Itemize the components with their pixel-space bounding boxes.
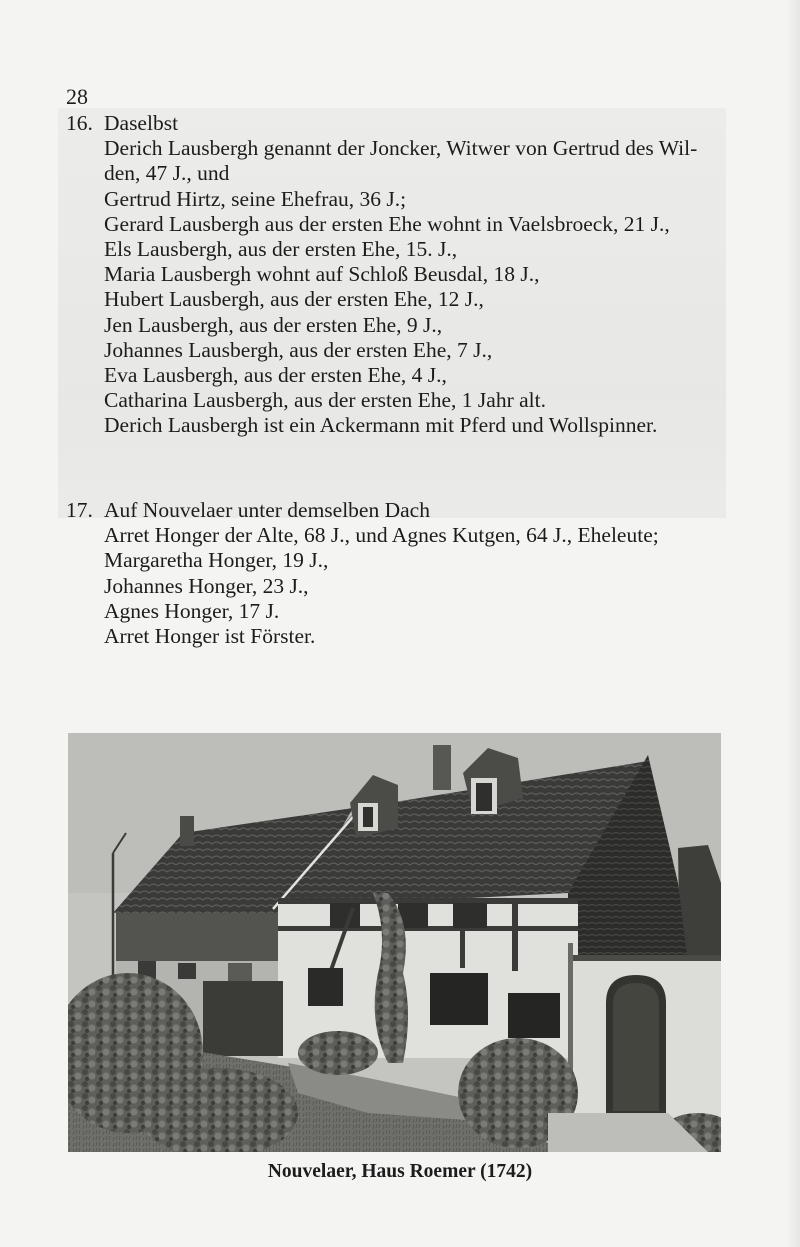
- house-photograph: [68, 733, 721, 1152]
- entry-number: 17.: [66, 498, 93, 522]
- entry-heading: [66, 111, 697, 136]
- entry-line: Arret Honger der Alte, 68 J., und Agnes Kutgen, 64 J., Eheleute;: [104, 523, 659, 548]
- entry-line: Maria Lausbergh wohnt auf Schloß Beusdal, 18 J.,: [104, 262, 540, 287]
- entry-line: Gerard Lausbergh aus der ersten Ehe wohnt in Vaelsbroeck, 21 J.,: [104, 211, 670, 236]
- entry-line: Gertrud Hirtz, seine Ehefrau, 36 J.;: [104, 186, 407, 211]
- entry-16: [66, 111, 697, 439]
- entry-line: Agnes Honger, 17 J.: [104, 598, 280, 623]
- entry-line: Johannes Lausbergh, aus der ersten Ehe, 7 J.,: [104, 337, 493, 362]
- entry-line: Hubert Lausbergh, aus der ersten Ehe, 12 J.,: [104, 287, 484, 312]
- photo-caption: Nouvelaer, Haus Roemer (1742): [267, 1161, 533, 1182]
- entry-17: [66, 498, 659, 649]
- entry-number: 16.: [66, 111, 93, 135]
- entry-line: Els Lausbergh, aus der ersten Ehe, 15. J.,: [104, 237, 458, 262]
- entry-line: Eva Lausbergh, aus der ersten Ehe, 4 J.,: [104, 363, 447, 388]
- entry-line: Johannes Honger, 23 J.,: [104, 573, 309, 598]
- entry-line: den, 47 J., und: [104, 161, 230, 186]
- entry-heading: [66, 498, 659, 523]
- entry-title: Auf Nouvelaer unter demselben Dach: [104, 498, 430, 522]
- entry-line: Arret Honger ist Förster.: [104, 624, 316, 649]
- entry-line: Margaretha Honger, 19 J.,: [104, 548, 329, 573]
- entry-title: Daselbst: [104, 111, 179, 135]
- entry-line: Derich Lausbergh ist ein Ackermann mit Pferd und Wollspinner.: [104, 413, 658, 438]
- entry-line: Derich Lausbergh genannt der Joncker, Witwer von Gertrud des Wil-: [104, 136, 698, 161]
- page-number: 28: [66, 84, 88, 109]
- entry-line: Catharina Lausbergh, aus der ersten Ehe, 1 Jahr alt.: [104, 388, 546, 413]
- entry-line: Jen Lausbergh, aus der ersten Ehe, 9 J.,: [104, 312, 443, 337]
- page-edge: [786, 0, 800, 1247]
